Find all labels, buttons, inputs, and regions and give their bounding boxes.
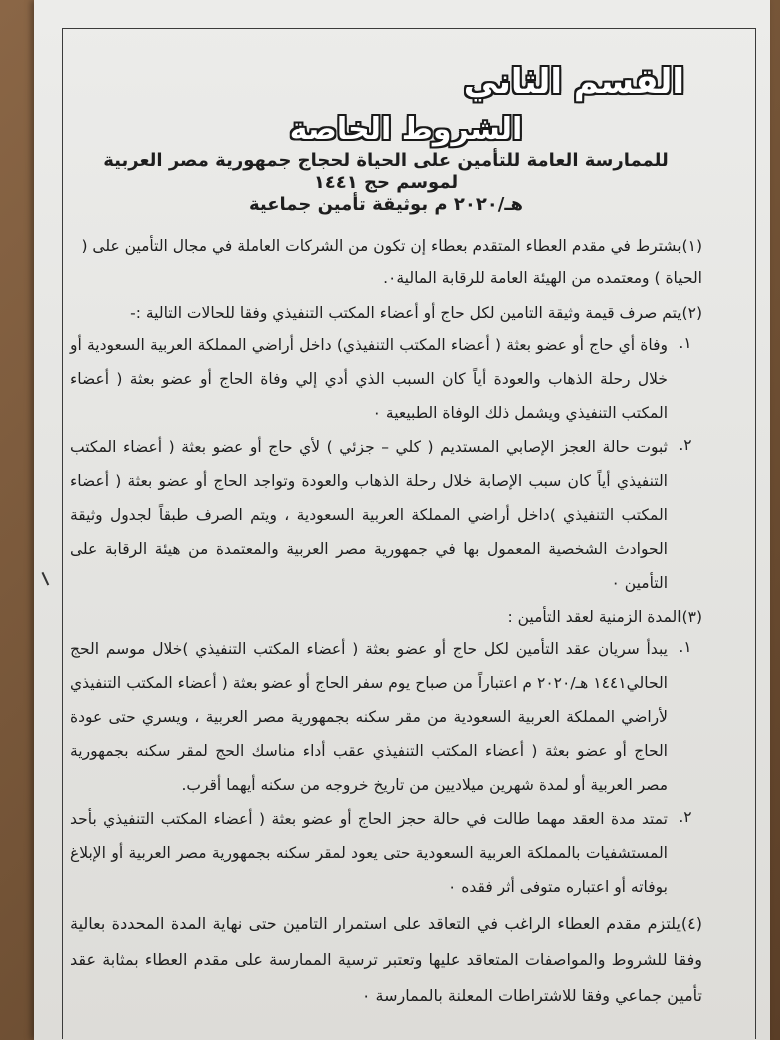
item-number: ١. (678, 334, 692, 352)
clause-3-item-2 (70, 802, 702, 904)
item-number: ١. (678, 638, 692, 656)
section-subtitle: الشروط الخاصة (289, 112, 523, 147)
item-text: ثبوت حالة العجز الإصابي المستديم ( كلي – جزئي ) لأي حاج أو عضو بعثة ( أعضاء المكتب التنفيذي أياً كان سبب الإصابة خلال رحلة الذهاب والعودة وتواجد الحاج أو عضو بعثة ( أعضاء المكتب التنفيذي )داخل أراضي المملكة العربية السعودية ، ويتم الصرف طبقاً لجدول وثيقة الحوادث الشخصية المعمول بها في جمهورية مصر العربية والمعتمدة من هيئة الرقابة على التأمين ٠ (70, 438, 668, 592)
document-body (70, 60, 702, 1014)
clause-2-item-1 (70, 328, 702, 430)
item-number: ٢. (678, 808, 692, 826)
heading-line-1: للممارسة العامة للتأمين على الحياة لحجاج جمهورية مصر العربية لموسم حج ١٤٤١ (103, 150, 669, 193)
clause-2-intro: (٢)يتم صرف قيمة وثيقة التامين لكل حاج أو أعضاء المكتب التنفيذي وفقا للحالات التالية :- (130, 304, 702, 322)
section-title: القسم الثاني (463, 62, 684, 102)
clause-2-item-2 (70, 430, 702, 600)
item-text: وفاة أي حاج أو عضو بعثة ( أعضاء المكتب التنفيذي) داخل أراضي المملكة العربية السعودية أو خلال رحلة الذهاب والعودة أياً كان السبب الذي أدي إلي وفاة الحاج أو عضو بعثة ( أعضاء المكتب التنفيذي ويشمل ذلك الوفاة الطبيعية ٠ (70, 336, 668, 422)
clause-3-intro: (٣)المدة الزمنية لعقد التأمين : (507, 608, 702, 626)
item-text: تمتد مدة العقد مهما طالت في حالة حجز الحاج أو عضو بعثة ( أعضاء المكتب التنفيذي بأحد المستشفيات بالمملكة العربية السعودية حتى يعود لمقر سكنه بجمهورية مصر العربية أو الإبلاغ بوفاته أو اعتباره متوفى أثر فقده ٠ (70, 810, 668, 896)
clause-3-item-1 (70, 632, 702, 802)
heading-line-2: هـ/٢٠٢٠ م بوثيقة تأمين جماعية (248, 194, 524, 215)
clause-4: (٤)يلتزم مقدم العطاء الراغب في التعاقد على استمرار التامين حتى نهاية المدة المحددة بعالية وفقا للشروط والمواصفات المتعاقد عليها وتعتبر ترسية الممارسة على مقدم العطاء بمثابة عقد تأمين جماعي وفقا للاشتراطات المعلنة بالممارسة ٠ (70, 914, 702, 1005)
clause-1: (١)بشترط في مقدم العطاء المتقدم بعطاء إن تكون من الشركات العاملة في مجال التأمين على ( الحياة ) ومعتمده من الهيئة العامة للرقابة المالية٠. (81, 237, 702, 287)
item-text: يبدأ سريان عقد التأمين لكل حاج أو عضو بعثة ( أعضاء المكتب التنفيذي )خلال موسم الحج الحالي١٤٤١ هـ/٢٠٢٠ م اعتباراً من صباح يوم سفر الحاج أو عضو بعثة ( أعضاء المكتب التنفيذي لأراضي المملكة العربية السعودية من مقر سكنه بجمهورية مصر العربية ، ويسري حتى عودة الحاج أو عضو بعثة ( أعضاء المكتب التنفيذي عقب أداء مناسك الحج لمقر سكنه بجمهورية مصر العربية أو لمدة شهرين ميلاديين من تاريخ خروجه من سكنه أيهما أقرب. (70, 640, 668, 794)
item-number: ٢. (678, 436, 692, 454)
